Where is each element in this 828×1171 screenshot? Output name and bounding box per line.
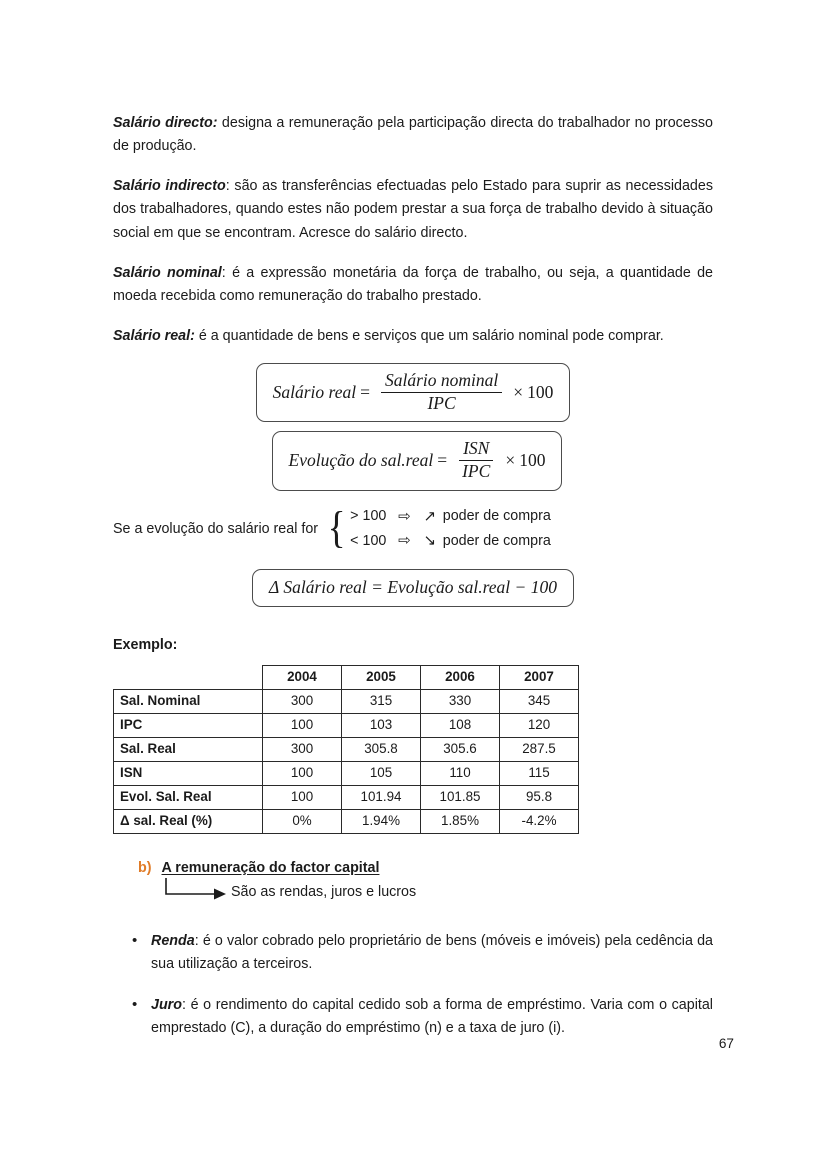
list-item: [113, 994, 713, 1040]
table-row-label: Sal. Real: [114, 737, 263, 761]
hollow-right-arrow-icon: ⇨: [398, 532, 411, 550]
definition-salario-real: [113, 325, 713, 348]
section-b-title: A remuneração do factor capital: [161, 859, 380, 876]
hollow-right-arrow-icon: ⇨: [398, 507, 411, 525]
example-heading: Exemplo:: [113, 636, 178, 653]
formula-factor: 100: [519, 450, 546, 471]
formula-fraction: [458, 439, 494, 481]
table-cell: 120: [500, 713, 579, 737]
table-cell: 300: [263, 689, 342, 713]
table-header-row: [114, 665, 579, 689]
definition-body: : são as transferências efectuadas pelo Estado para suprir as necessidades dos trabalhadores, quando estes não podem prestar a sua força de trabalho devido à situação social em que se encontram. Acresce do salário directo.: [113, 178, 713, 241]
page-number: 67: [718, 1036, 734, 1051]
table-column-header: 2004: [263, 665, 342, 689]
formula-times: ×: [505, 450, 516, 471]
table-row: [114, 809, 579, 833]
table-cell: 105: [342, 761, 421, 785]
table-cell: 330: [421, 689, 500, 713]
definition-term: Salário indirecto: [113, 178, 226, 195]
formula-factor: 100: [527, 381, 554, 402]
table-cell: 305.6: [421, 737, 500, 761]
table-cell: 100: [263, 713, 342, 737]
table-row: [114, 737, 579, 761]
section-b-marker: b): [138, 859, 152, 876]
curly-brace-icon: {: [327, 503, 346, 553]
formula-fraction: [381, 371, 502, 413]
formula-evolucao-wrap: [121, 431, 713, 490]
table-cell: 100: [263, 761, 342, 785]
bullet-body: : é o valor cobrado pelo proprietário de bens (móveis e imóveis) pela cedência da sua utilização a terceiros.: [151, 932, 713, 972]
table-row-label: Δ sal. Real (%): [114, 809, 263, 833]
formula-lhs: Evolução do sal.real: [288, 450, 434, 471]
fraction-numerator: ISN: [459, 439, 493, 461]
table-row-label: ISN: [114, 761, 263, 785]
section-b-callout-row: [138, 878, 713, 904]
definition-salario-directo: [113, 112, 713, 158]
table-cell: 110: [421, 761, 500, 785]
table-row-label: Evol. Sal. Real: [114, 785, 263, 809]
section-b: [138, 860, 713, 904]
table-row: [114, 785, 579, 809]
table-cell: 100: [263, 785, 342, 809]
capital-remuneration-list: [113, 930, 713, 1041]
section-b-heading: [138, 860, 713, 876]
formula-evolucao-sal-real: [272, 431, 563, 490]
fraction-denominator: IPC: [462, 461, 491, 482]
definition-term: Salário nominal: [113, 264, 222, 281]
condition-comparison: > 100: [350, 508, 387, 525]
condition-comparison: < 100: [350, 532, 387, 549]
definition-body: é a quantidade de bens e serviços que um salário nominal pode comprar.: [194, 328, 664, 345]
page-content: [113, 112, 713, 1058]
table-cell: 108: [421, 713, 500, 737]
formula-delta-wrap: [113, 564, 713, 613]
table-cell: 1.94%: [342, 809, 421, 833]
section-b-callout-text: São as rendas, juros e lucros: [231, 883, 417, 900]
condition-rows: [350, 505, 551, 554]
table-cell: 95.8: [500, 785, 579, 809]
condition-row: [350, 505, 551, 530]
condition-result: poder de compra: [442, 532, 551, 549]
formula-equals: =: [437, 450, 448, 471]
formula-delta-salario-real: Δ Salário real = Evolução sal.real − 100: [252, 569, 574, 607]
table-row-label: Sal. Nominal: [114, 689, 263, 713]
bullet-term: Juro: [151, 997, 182, 1014]
table-row-label: IPC: [114, 713, 263, 737]
table-body: [114, 689, 579, 833]
table-cell: 0%: [263, 809, 342, 833]
formula-lhs: Salário real: [272, 381, 357, 402]
definition-salario-nominal: [113, 262, 713, 308]
formula-salario-real-wrap: [113, 363, 713, 422]
bullet-term: Renda: [151, 932, 195, 949]
definition-salario-indirecto: [113, 175, 713, 244]
arrow-up-right-icon: ↗: [423, 507, 437, 525]
table-row: [114, 713, 579, 737]
table-column-header: 2006: [421, 665, 500, 689]
bullet-body: : é o rendimento do capital cedido sob a forma de empréstimo. Varia com o capital emprestado (C), a duração do empréstimo (n) e a taxa de juro (i).: [151, 997, 713, 1037]
definition-body: designa a remuneração pela participação directa do trabalhador no processo de produção.: [113, 115, 713, 155]
formula-salario-real: [256, 363, 571, 422]
fraction-denominator: IPC: [427, 392, 456, 413]
condition-result: poder de compra: [442, 508, 551, 525]
definition-term: Salário real:: [113, 328, 195, 345]
arrow-down-right-icon: ↘: [423, 532, 437, 550]
table-cell: 101.94: [342, 785, 421, 809]
table-cell: 345: [500, 689, 579, 713]
definition-body: : é a expressão monetária da força de trabalho, ou seja, a quantidade de moeda recebida como remuneração do trabalho prestado.: [113, 264, 713, 304]
table-row: [114, 761, 579, 785]
formula-equals: =: [360, 381, 370, 402]
definition-term: Salário directo:: [113, 115, 218, 131]
table-cell: 1.85%: [421, 809, 500, 833]
table-column-header: 2005: [342, 665, 421, 689]
table-column-header: 2007: [500, 665, 579, 689]
condition-row: [350, 529, 551, 554]
table-cell: 101.85: [421, 785, 500, 809]
condition-block: [113, 505, 713, 554]
list-item: [113, 930, 713, 976]
elbow-arrow-icon: [164, 878, 234, 902]
fraction-numerator: Salário nominal: [381, 371, 502, 393]
example-table: [113, 665, 579, 834]
table-cell: 300: [263, 737, 342, 761]
table-cell: 287.5: [500, 737, 579, 761]
condition-label: Se a evolução do salário real for: [113, 520, 319, 537]
table-cell: 115: [500, 761, 579, 785]
table-cell: 315: [342, 689, 421, 713]
table-header: [114, 665, 579, 689]
table-row: [114, 689, 579, 713]
formula-times: ×: [513, 381, 524, 402]
table-cell: 305.8: [342, 737, 421, 761]
table-cell: -4.2%: [500, 809, 579, 833]
table-cell: 103: [342, 713, 421, 737]
table-corner-cell: [114, 665, 263, 689]
